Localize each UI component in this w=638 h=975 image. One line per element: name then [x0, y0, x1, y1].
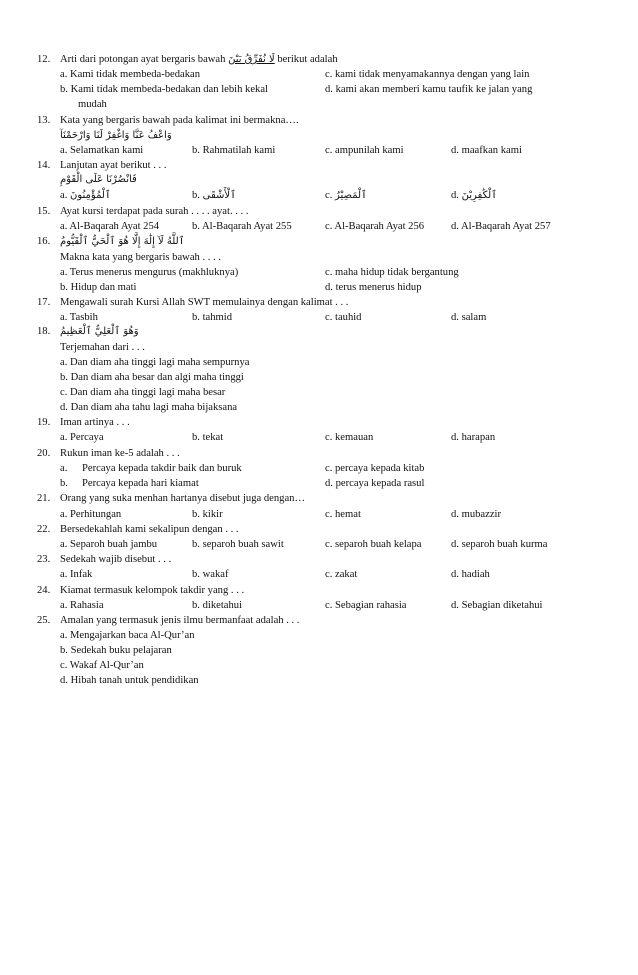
- option-c: c. maha hidup tidak bergantung: [325, 267, 459, 278]
- arabic-row: [0, 174, 638, 190]
- question-20: [0, 448, 638, 464]
- options-row: [0, 282, 638, 298]
- question-number: 20.: [37, 448, 51, 459]
- question-text: Amalan yang termasuk jenis ilmu bermanfaat adalah . . .: [60, 615, 300, 626]
- question-number: 23.: [37, 554, 51, 565]
- option-c: c. Al-Baqarah Ayat 256: [325, 221, 425, 232]
- options-row: [0, 84, 638, 100]
- option-d: d. Al-Baqarah Ayat 257: [451, 221, 551, 232]
- options-row: [0, 478, 638, 494]
- options-row: [0, 675, 638, 691]
- options-row: [0, 660, 638, 676]
- question-16: [0, 236, 638, 252]
- option-a: a. Terus menerus mengurus (makhluknya): [60, 267, 239, 278]
- question-text: Mengawali surah Kursi Allah SWT memulainya dengan kalimat . . .: [60, 297, 349, 308]
- option-b: b. Sedekah buku pelajaran: [60, 645, 172, 656]
- options-row: [0, 600, 638, 616]
- option-a: a. Percaya: [60, 432, 104, 443]
- option-b: b. Rahmatilah kami: [192, 145, 276, 156]
- options-row: [0, 357, 638, 373]
- question-text: Lanjutan ayat berikut . . .: [60, 160, 167, 171]
- question-15: [0, 206, 638, 222]
- option-d: d. percaya kepada rasul: [325, 478, 425, 489]
- arabic-text: لَا نُفَرِّقُ بَيْنَ: [228, 54, 275, 65]
- option-b: b. ٱلْأَشْقَى: [192, 190, 236, 201]
- option-b: b. diketahui: [192, 600, 243, 611]
- question-number: 13.: [37, 115, 51, 126]
- question-text: Arti dari potongan ayat bergaris bawah لَا نُفَرِّقُ بَيْنَ berikut adalah: [60, 54, 338, 65]
- option-c: c. hemat: [325, 509, 361, 520]
- options-row: [0, 539, 638, 555]
- arabic-row: [0, 130, 638, 146]
- option-a: a. Dan diam aha tinggi lagi maha sempurnya: [60, 357, 250, 368]
- option-a: a. Rahasia: [60, 600, 104, 611]
- option-a: a. Selamatkan kami: [60, 145, 144, 156]
- question-22: [0, 524, 638, 540]
- option-b: Percaya kepada hari kiamat: [82, 478, 199, 489]
- option-c: c. percaya kepada kitab: [325, 463, 425, 474]
- question-number: 21.: [37, 493, 51, 504]
- question-24: [0, 585, 638, 601]
- question-number: 17.: [37, 297, 51, 308]
- question-25: [0, 615, 638, 631]
- option-b: b. tekat: [192, 432, 224, 443]
- option-b-letter: b.: [60, 478, 68, 489]
- question-text: Kata yang bergaris bawah pada kalimat ini bermakna….: [60, 115, 299, 126]
- option-d: d. Sebagian diketahui: [451, 600, 543, 611]
- options-row: [0, 645, 638, 661]
- question-text: Makna kata yang bergaris bawah . . . .: [60, 252, 222, 263]
- question-text: Bersedekahlah kami sekalipun dengan . . .: [60, 524, 239, 535]
- options-row: [0, 569, 638, 585]
- question-23: [0, 554, 638, 570]
- option-a: a. Separoh buah jambu: [60, 539, 158, 550]
- option-d: d. terus menerus hidup: [325, 282, 422, 293]
- options-row: [0, 99, 638, 115]
- option-d: d. maafkan kami: [451, 145, 522, 156]
- question-number: 15.: [37, 206, 51, 217]
- option-c: c. ampunilah kami: [325, 145, 404, 156]
- option-d: d. harapan: [451, 432, 496, 443]
- options-row: [0, 145, 638, 161]
- question-number: 25.: [37, 615, 51, 626]
- question-text: Terjemahan dari . . .: [60, 342, 145, 353]
- question-text: Ayat kursi terdapat pada surah . . . . ayat. . . .: [60, 206, 249, 217]
- option-c: c. Sebagian rahasia: [325, 600, 407, 611]
- option-a: a. Infak: [60, 569, 93, 580]
- question-text: Sedekah wajib disebut . . .: [60, 554, 172, 565]
- question-number: 18.: [37, 326, 51, 337]
- question-18: [0, 326, 638, 342]
- option-b: b. Kami tidak membeda-bedakan dan lebih kekal: [60, 84, 268, 95]
- arabic-text: وَاعْفُ عَنَّا وَاغْفِرْ لَنَا وَارْحَمْنَآ: [60, 130, 172, 141]
- options-row: [0, 267, 638, 283]
- question-number: 14.: [37, 160, 51, 171]
- option-b: b. Hidup dan mati: [60, 282, 137, 293]
- question-13: [0, 115, 638, 131]
- question-text: Rukun iman ke-5 adalah . . .: [60, 448, 180, 459]
- option-c: c. kemauan: [325, 432, 374, 443]
- option-a: a. ٱلْمُؤْمِنُونَ: [60, 190, 111, 201]
- options-row: [0, 509, 638, 525]
- option-d: d. hadiah: [451, 569, 490, 580]
- option-c: c. Wakaf Al-Qur’an: [60, 660, 144, 671]
- options-row: [0, 190, 638, 206]
- options-row: [0, 221, 638, 237]
- options-row: [0, 432, 638, 448]
- question-12: [0, 54, 638, 70]
- option-a: a. Mengajarkan baca Al-Qur’an: [60, 630, 195, 641]
- option-b: b. separoh buah sawit: [192, 539, 284, 550]
- option-d: d. Hibah tanah untuk pendidikan: [60, 675, 199, 686]
- option-a: a. Kami tidak membeda-bedakan: [60, 69, 201, 80]
- option-c: c. Dan diam aha tinggi lagi maha besar: [60, 387, 226, 398]
- question-text-row: [0, 252, 638, 268]
- option-c: c. kami tidak menyamakannya dengan yang lain: [325, 69, 530, 80]
- question-text: Orang yang suka menhan hartanya disebut juga dengan…: [60, 493, 306, 504]
- option-d: d. ٱلْكَٰفِرِيْنَ: [451, 190, 498, 201]
- option-a: a. Tasbih: [60, 312, 98, 323]
- option-c: c. tauhid: [325, 312, 362, 323]
- option-d: d. salam: [451, 312, 487, 323]
- options-row: [0, 372, 638, 388]
- option-b: b. wakaf: [192, 569, 229, 580]
- option-d: d. mubazzir: [451, 509, 502, 520]
- question-number: 12.: [37, 54, 51, 65]
- question-number: 24.: [37, 585, 51, 596]
- option-a: a. Al-Baqarah Ayat 254: [60, 221, 160, 232]
- question-21: [0, 493, 638, 509]
- option-c: c. separoh buah kelapa: [325, 539, 422, 550]
- option-a-letter: a.: [60, 463, 68, 474]
- option-d: d. kami akan memberi kamu taufik ke jalan yang: [325, 84, 533, 95]
- question-text-row: [0, 342, 638, 358]
- option-a: a. Perhitungan: [60, 509, 122, 520]
- option-d: d. Dan diam aha tahu lagi maha bijaksana: [60, 402, 238, 413]
- question-19: [0, 417, 638, 433]
- option-b-continued: mudah: [78, 99, 107, 110]
- option-a: Percaya kepada takdir baik dan buruk: [82, 463, 242, 474]
- arabic-text: وَهُوَ ٱلْعَلِيُّ ٱلْعَظِيمُ: [60, 326, 139, 337]
- question-text: Kiamat termasuk kelompok takdir yang . . .: [60, 585, 245, 596]
- option-b: b. kikir: [192, 509, 223, 520]
- option-d: d. separoh buah kurma: [451, 539, 548, 550]
- option-b: b. tahmid: [192, 312, 233, 323]
- option-b: b. Al-Baqarah Ayat 255: [192, 221, 292, 232]
- question-text: Iman artinya . . .: [60, 417, 130, 428]
- question-number: 22.: [37, 524, 51, 535]
- option-b: b. Dan diam aha besar dan algi maha tinggi: [60, 372, 244, 383]
- options-row: [0, 630, 638, 646]
- question-number: 16.: [37, 236, 51, 247]
- question-number: 19.: [37, 417, 51, 428]
- option-c: c. zakat: [325, 569, 358, 580]
- options-row: [0, 402, 638, 418]
- arabic-text: ٱللَّهُ لَآ إِلَٰهَ إِلَّا هُوَ ٱلْحَيُّ ٱلْقَيُّومُ: [60, 236, 185, 247]
- options-row: [0, 69, 638, 85]
- options-row: [0, 387, 638, 403]
- options-row: [0, 463, 638, 479]
- question-17: [0, 297, 638, 313]
- option-c: c. ٱلْمَصِيْرُ: [325, 190, 367, 201]
- arabic-text: فَانْصُرْنَا عَلَى الْقَوْمِ: [60, 174, 137, 185]
